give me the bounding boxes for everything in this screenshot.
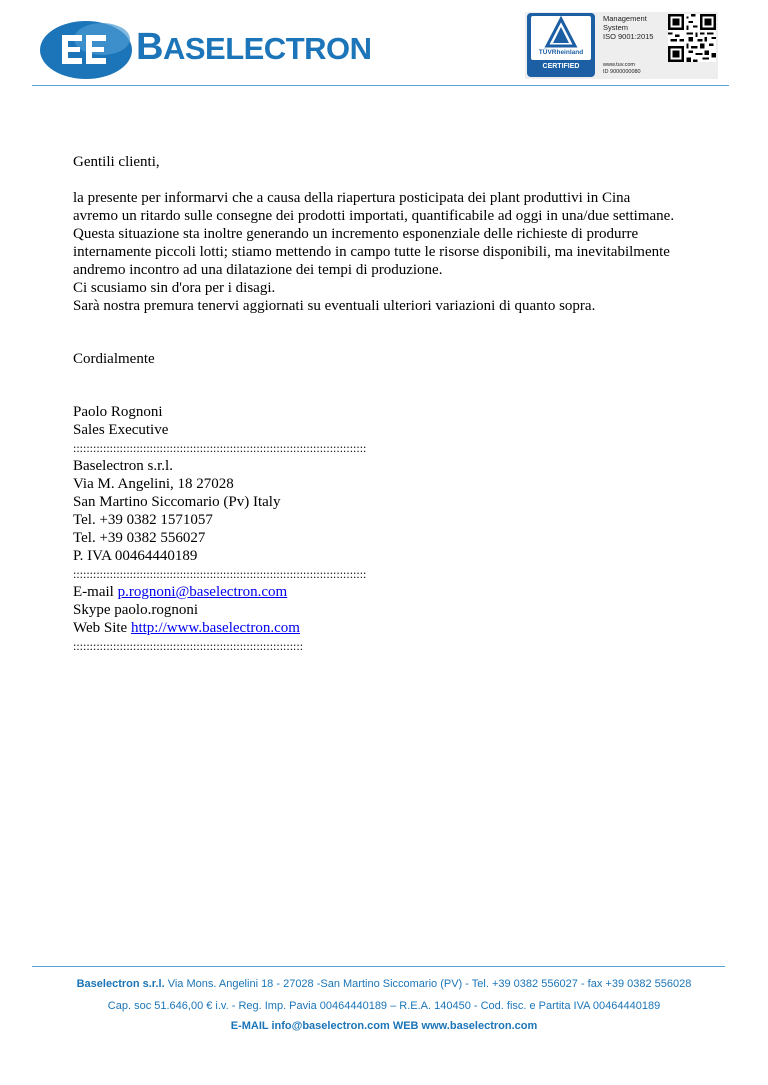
body-line: Ci scusiamo sin d'ora per i disagi. bbox=[73, 280, 276, 296]
body-line: andremo incontro ad una dilatazione dei tempi di produzione. bbox=[73, 262, 443, 278]
signature-separator: :::::::::::::::::::::::::::::::::::::::::::::::::::::::::::::::::::::::::::::::::::::::: bbox=[73, 441, 367, 455]
greeting: Gentili clienti, bbox=[73, 154, 160, 170]
website-link[interactable]: http://www.baselectron.com bbox=[130, 620, 300, 636]
letterhead bbox=[0, 0, 768, 90]
certification-web: www.tuv.com ID 9000000080 bbox=[603, 62, 641, 75]
brand-name: BASELECTRON bbox=[136, 26, 372, 68]
body-line: la presente per informarvi che a causa della riapertura posticipata dei plant produttivi in Cina bbox=[73, 190, 631, 206]
letter-body bbox=[73, 153, 713, 655]
signature-company: Baselectron s.r.l. bbox=[73, 458, 173, 474]
header-divider bbox=[32, 85, 729, 86]
signature-name: Paolo Rognoni bbox=[73, 404, 163, 420]
tuv-certified-label: CERTIFIED bbox=[542, 63, 580, 70]
signature-separator-end: ::::::::::::::::::::::::::::::::::::::::::::::::::::::::::::::::::::: bbox=[73, 639, 304, 653]
signature-skype: Skype paolo.rognoni bbox=[73, 602, 198, 618]
body-line: Sarà nostra premura tenervi aggiornati su eventuali ulteriori variazioni di quanto sopra. bbox=[73, 298, 596, 314]
email-label: E-mail bbox=[73, 584, 118, 600]
footer-contacts: E-MAIL info@baselectron.com WEB www.baselectron.com bbox=[230, 1020, 538, 1032]
signature-address: Via M. Angelini, 18 27028 bbox=[73, 476, 234, 492]
signature-tel-1: Tel. +39 0382 1571057 bbox=[73, 512, 213, 528]
web-label: Web Site bbox=[73, 620, 131, 636]
certification-box bbox=[525, 12, 718, 79]
qr-code-icon bbox=[668, 14, 716, 62]
tuv-badge bbox=[527, 13, 595, 77]
signature-email-row bbox=[73, 583, 713, 601]
tuv-triangle-icon bbox=[531, 16, 591, 50]
body-line: avremo un ritardo sulle consegne dei prodotti importati, quantificabile ad oggi in una/due settimane. bbox=[73, 208, 675, 224]
signature-separator: :::::::::::::::::::::::::::::::::::::::::::::::::::::::::::::::::::::::::::::::::::::::: bbox=[73, 567, 367, 581]
email-link[interactable]: p.rognoni@baselectron.com bbox=[117, 584, 288, 600]
footer-divider bbox=[32, 966, 725, 967]
baselectron-logo-icon bbox=[40, 17, 134, 81]
footer-address bbox=[0, 978, 768, 990]
signature-vat: P. IVA 00464440189 bbox=[73, 548, 198, 564]
signature-city: San Martino Siccomario (Pv) Italy bbox=[73, 494, 281, 510]
signature-tel-2: Tel. +39 0382 556027 bbox=[73, 530, 206, 546]
footer-company: Baselectron s.r.l. bbox=[76, 978, 165, 990]
footer-address-text: Via Mons. Angelini 18 - 27028 -San Martino Siccomario (PV) - Tel. +39 0382 556027 - fax +39 0382 556028 bbox=[164, 978, 692, 990]
signature-web-row bbox=[73, 619, 713, 637]
body-line: internamente piccoli lotti; stiamo mettendo in campo tutte le risorse disponibili, ma inevitabilmente bbox=[73, 244, 670, 260]
body-line: Questa situazione sta inoltre generando un incremento esponenziale delle richieste di produrre bbox=[73, 226, 639, 242]
footer-registration: Cap. soc 51.646,00 € i.v. - Reg. Imp. Pavia 00464440189 – R.E.A. 140450 - Cod. fisc. e Partita IVA 00464440189 bbox=[107, 1000, 661, 1012]
certification-text: Management System ISO 9001:2015 bbox=[603, 14, 654, 41]
tuv-name: TÜVRheinland bbox=[538, 49, 584, 56]
signature-title: Sales Executive bbox=[73, 422, 169, 438]
closing: Cordialmente bbox=[73, 351, 155, 367]
